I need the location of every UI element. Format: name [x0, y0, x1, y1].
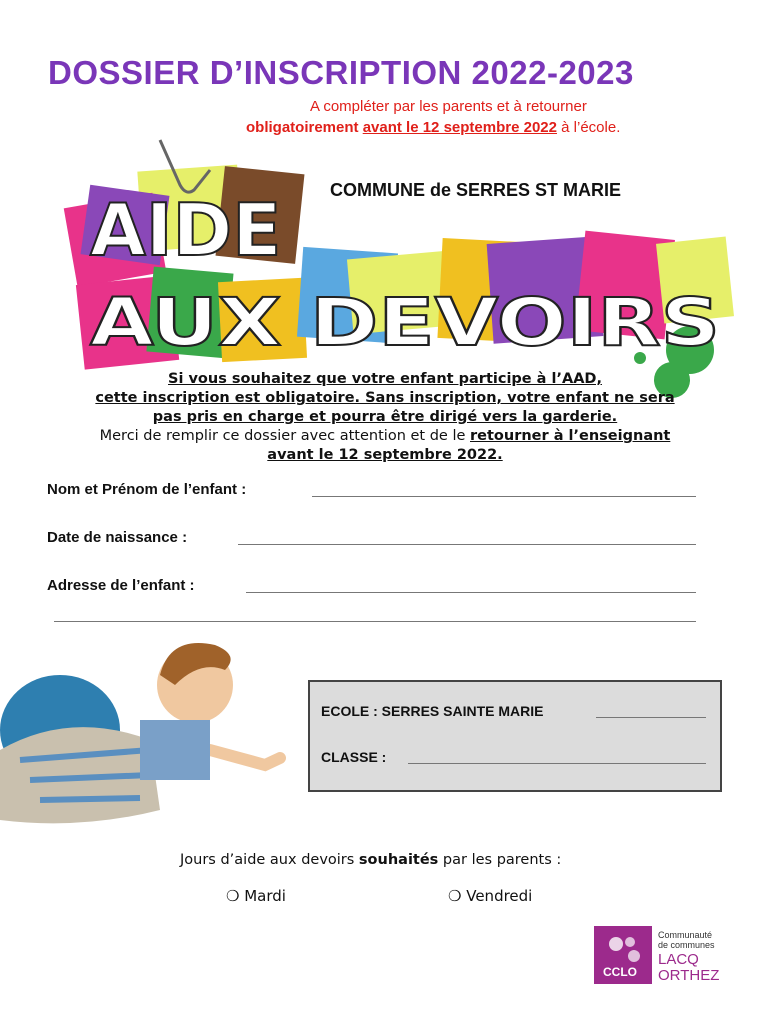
banner-word-aux-devoirs: AUX DEVOIRS: [90, 284, 720, 361]
radio-icon[interactable]: ❍: [226, 887, 240, 905]
radio-icon[interactable]: ❍: [448, 887, 462, 905]
intro-line-4: [40, 427, 730, 446]
subtitle-bold: obligatoirement: [246, 119, 359, 136]
cclo-logo: [594, 926, 734, 984]
intro-line-1: [40, 370, 730, 389]
option-mardi[interactable]: [226, 887, 286, 905]
birth-date-field[interactable]: [238, 544, 696, 545]
days-title-bold: souhaités: [358, 852, 439, 868]
birth-date-label: Date de naissance :: [47, 529, 188, 546]
days-title-prefix: Jours d’aide aux devoirs: [180, 852, 359, 868]
address-label: Adresse de l’enfant :: [47, 577, 195, 594]
option-vendredi-label: Vendredi: [466, 887, 533, 905]
intro-text-1: Si vous souhaitez que votre enfant participe à l’AAD,: [168, 371, 602, 387]
address-field[interactable]: [246, 592, 696, 593]
logo-line-4: ORTHEZ: [658, 967, 720, 984]
subtitle-deadline: avant le 12 septembre 2022: [362, 119, 557, 136]
intro-text-5: avant le 12 septembre 2022.: [267, 447, 503, 463]
subtitle-end: à l’école.: [561, 119, 621, 136]
intro-line-5: [40, 446, 730, 465]
days-title-suffix: par les parents :: [438, 852, 562, 868]
intro-line-2: [40, 389, 730, 408]
logo-line-1: Communauté: [658, 930, 713, 940]
banner-word-aide: AIDE: [90, 188, 282, 272]
child-name-field[interactable]: [312, 496, 696, 497]
commune-name: COMMUNE de SERRES ST MARIE: [330, 180, 622, 200]
days-title: [180, 852, 561, 868]
intro-text-3: pas pris en charge et pourra être dirigé vers la garderie.: [152, 409, 618, 425]
school-label: ECOLE : SERRES SAINTE MARIE: [321, 703, 544, 719]
intro-text-2: cette inscription est obligatoire. Sans inscription, votre enfant ne sera: [95, 390, 675, 406]
aide-aux-devoirs-banner: [60, 130, 740, 400]
logo-badge: CCLO: [603, 965, 637, 979]
page-title: DOSSIER D’INSCRIPTION 2022-2023: [48, 54, 634, 91]
option-vendredi[interactable]: [448, 887, 532, 905]
child-illustration: [0, 630, 290, 840]
option-mardi-label: Mardi: [244, 887, 286, 905]
subtitle-line-1: A compléter par les parents et à retourner: [310, 98, 587, 115]
intro-line-3: [40, 408, 730, 427]
intro-text-4: Merci de remplir ce dossier avec attention et de le: [99, 428, 470, 444]
school-info-box: [308, 680, 722, 792]
class-field[interactable]: [408, 763, 706, 764]
child-name-label: Nom et Prénom de l’enfant :: [47, 481, 247, 498]
logo-line-3: LACQ: [658, 951, 699, 968]
intro-text-4-bold: retourner à l’enseignant: [470, 428, 671, 444]
school-field[interactable]: [596, 717, 706, 718]
address-field-line-2[interactable]: [54, 621, 696, 622]
class-label: CLASSE :: [321, 749, 387, 765]
logo-line-2: de communes: [658, 940, 715, 950]
